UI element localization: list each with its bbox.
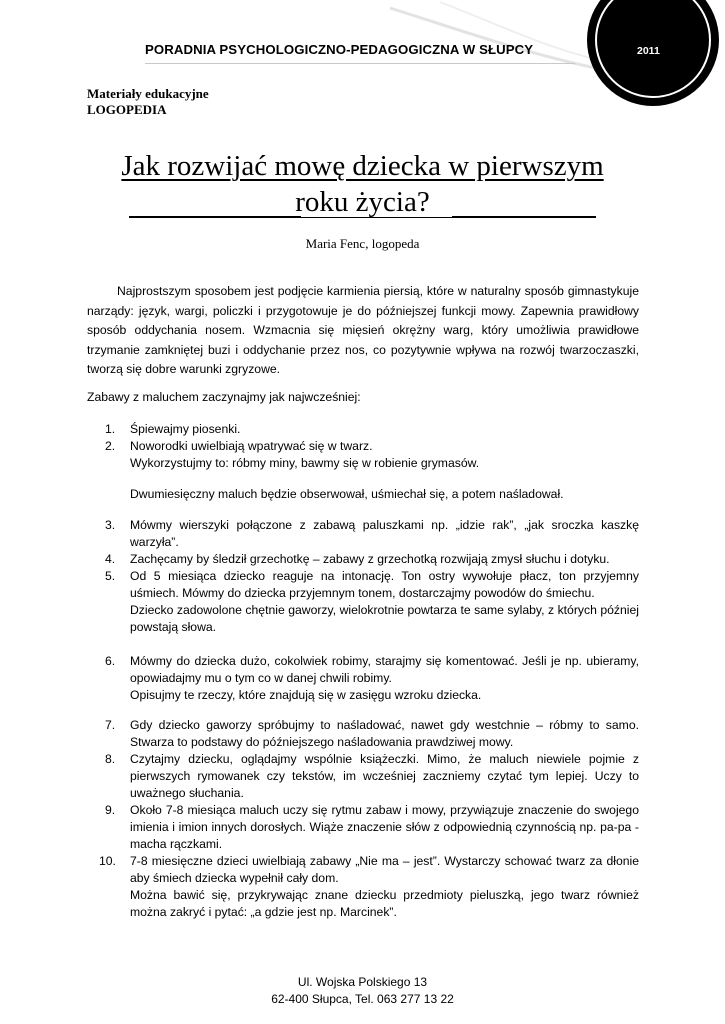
- list-item: [87, 517, 639, 551]
- footer-street: Ul. Wojska Polskiego 13: [297, 975, 428, 989]
- list-item-text: Śpiewajmy piosenki.: [130, 422, 241, 436]
- list-item-text: Czytajmy dziecku, oglądajmy wspólnie książeczki. Mimo, że maluch niewiele pojmie z pierwszych rymowanek czy tekstów, im wcześniej zaczniemy czytać tym lepiej. Uczy to uważnego słuchania.: [130, 752, 639, 800]
- category-line: LOGOPEDIA: [87, 102, 167, 117]
- list-item-number: 5.: [105, 569, 116, 583]
- footer-address: [0, 974, 725, 1008]
- list-item-text: Od 5 miesiąca dziecko reaguje na intonację. Ton ostry wywołuje płacz, ton przyjemny uśmiech. Mówmy do dziecka przyjemnym tonem, dostarczajmy powodów do śmiechu.: [130, 569, 639, 600]
- materials-line: Materiały edukacyjne: [87, 86, 209, 101]
- list-item: [87, 751, 639, 802]
- list-item-number: 8.: [105, 752, 116, 766]
- list-item-text: Wykorzystujmy to: róbmy miny, bawmy się w robienie grymasów.: [130, 456, 480, 470]
- list-item: [87, 421, 639, 438]
- materials-label: [87, 86, 209, 118]
- list-item-number: 2.: [105, 439, 116, 453]
- intro-paragraph: Najprostszym sposobem jest podjęcie karmienia piersią, które w naturalny sposób gimnastykuje narządy: język, wargi, policzki i przygotowuje je do późniejszej funkcji mowy. Zapewnia prawidłowy sposób oddychania nosem. Wzmacnia się mięsień okrężny warg, który umożliwia prawidłowe trzymanie zamkniętej buzi i oddychanie przez nos, co pozytywnie wpływa na rozwój twarzoczaszki, tworzą się dobre warunki zgryzowe.: [87, 284, 639, 376]
- list-item-text: Dwumiesięczny maluch będzie obserwował, uśmiechał się, a potem naśladował.: [130, 487, 564, 501]
- list-item-text: 7-8 miesięczne dzieci uwielbiają zabawy „Nie ma – jest”. Wystarczy schować twarz za dłonie aby śmiech dziecka wypełnił cały dom.: [130, 854, 639, 885]
- institution-name: PORADNIA PSYCHOLOGICZNO-PEDAGOGICZNA W SŁUPCY: [145, 42, 534, 57]
- list-item-number: 3.: [105, 518, 116, 532]
- list-item-number: 10.: [99, 854, 116, 868]
- list-item: [87, 438, 639, 503]
- list-item: [87, 551, 639, 568]
- document-title: [60, 148, 665, 220]
- list-item: [87, 568, 639, 636]
- title-line-1: Jak rozwijać mowę dziecka w pierwszym: [121, 150, 604, 182]
- list-item: [87, 802, 639, 853]
- list-item-text: Noworodki uwielbiają wpatrywać się w twarz.: [130, 439, 373, 453]
- list-intro: Zabawy z maluchem zaczynajmy jak najwcześniej:: [87, 390, 361, 404]
- list-item-text: Gdy dziecko gaworzy spróbujmy to naśladować, nawet gdy westchnie – róbmy to samo. Stwarza to podstawy do późniejszego naśladowania prawdziwej mowy.: [130, 718, 639, 749]
- list-item-text: Mówmy wierszyki połączone z zabawą paluszkami np. „idzie rak”, „jak sroczka kaszkę warzyła”.: [130, 518, 639, 549]
- list-item-number: 1.: [105, 422, 116, 436]
- list-item: [87, 853, 639, 921]
- list-item-number: 6.: [105, 654, 116, 668]
- title-underline-right: [452, 216, 596, 218]
- list-item-number: 9.: [105, 803, 116, 817]
- list-item-number: 7.: [105, 718, 116, 732]
- list-item-text: Około 7-8 miesiąca maluch uczy się rytmu zabaw i mowy, przywiązuje znaczenie do swojego imienia i imion innych dorosłych. Wiąże znaczenie słów z odpowiednią czynnością np. pa-pa - macha rączkami.: [130, 803, 639, 851]
- year-label: 2011: [637, 45, 660, 57]
- header-divider: [145, 63, 575, 64]
- footer-city-phone: 62-400 Słupca, Tel. 063 277 13 22: [271, 992, 454, 1006]
- list-item-text: Można bawić się, przykrywając znane dziecku przedmioty pieluszką, jego twarz również można zakryć i pytać: „a gdzie jest np. Marcinek”.: [130, 888, 639, 919]
- list-item: [87, 653, 639, 704]
- title-underline-middle: [300, 217, 452, 218]
- list-item-number: 4.: [105, 552, 116, 566]
- list-item-text: Opisujmy te rzeczy, które znajdują się w zasięgu wzroku dziecka.: [130, 688, 482, 702]
- title-underline-left: [129, 216, 301, 218]
- title-line-2: roku życia?: [295, 186, 430, 218]
- list-item-text: Dziecko zadowolone chętnie gaworzy, wielokrotnie powtarza te same sylaby, z których później powstają słowa.: [130, 603, 639, 634]
- list-item: [87, 717, 639, 751]
- tips-list: [87, 421, 639, 921]
- list-item-text: Zachęcamy by śledził grzechotkę – zabawy z grzechotką rozwijają zmysł słuchu i dotyku.: [130, 552, 610, 566]
- author-line: Maria Fenc, logopeda: [305, 236, 420, 251]
- list-item-text: Mówmy do dziecka dużo, cokolwiek robimy, starajmy się komentować. Jeśli je np. ubieramy, opowiadajmy mu o tym co w danej chwili robimy.: [130, 654, 639, 685]
